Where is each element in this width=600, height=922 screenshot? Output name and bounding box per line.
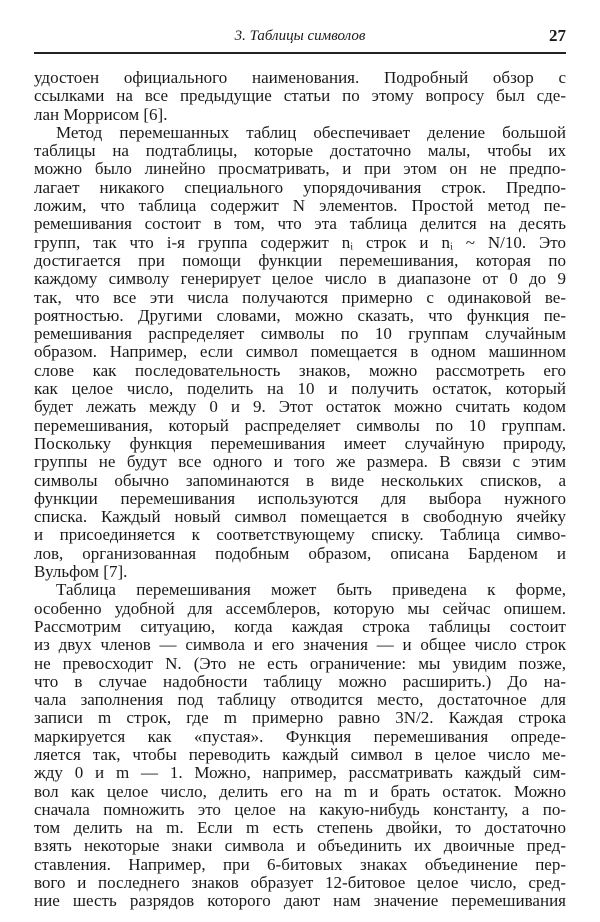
text-line: достигается при помощи функции перемешивания, которая по	[34, 250, 566, 270]
text-line: ляется так, чтобы переводить каждый символ в целое число ме-	[34, 744, 566, 764]
body-text	[34, 69, 566, 911]
text-line: ссылками на все предыдущие статьи по этому вопросу был сде-	[34, 86, 566, 106]
paragraph	[34, 124, 566, 581]
text-line: каждому символу генерирует целое число в диапазоне от 0 до 9	[34, 269, 566, 289]
text-line: групп, так что i-я группа содержит nᵢ строк и nᵢ ~ N/10. Это	[34, 232, 566, 252]
text-line: Вульфом [7].	[34, 562, 128, 582]
text-line: образом. Например, если символ помещается в одном машинном	[34, 342, 566, 362]
text-line: ремешивания распределяет символы по 10 группам случайным	[34, 324, 566, 344]
text-line: Поскольку функция перемешивания имеет случайную природу,	[34, 433, 566, 453]
text-line: Метод перемешанных таблиц обеспечивает деление большой	[56, 122, 566, 142]
text-line: особенно удобной для ассемблеров, которую мы сейчас опишем.	[34, 598, 566, 618]
paragraph	[34, 69, 566, 124]
text-line: таблицы на подтаблицы, которые достаточно малы, чтобы их	[34, 141, 566, 161]
paragraph	[34, 581, 566, 910]
header-rule	[34, 52, 566, 54]
text-line: ние шесть разрядов которого дают нам значение перемешивания	[34, 891, 566, 911]
text-line: символы обычно запоминаются в виде нескольких списков, а	[34, 470, 566, 490]
text-line: списка. Каждый новый символ помещается в свободную ячейку	[34, 507, 566, 527]
text-line: том делить на m. Если m есть степень двойки, то достаточно	[34, 818, 566, 838]
text-line: ремешивания состоит в том, что эта таблица делится на десять	[34, 214, 566, 234]
text-line: лов, организованная подобным образом, описана Барденом и	[34, 543, 566, 563]
text-line: удостоен официального наименования. Подробный обзор с	[34, 68, 566, 87]
text-line: слове как последовательность знаков, можно рассмотреть его	[34, 360, 566, 380]
text-line: записи m строк, где m примерно равно 3N/2. Каждая строка	[34, 708, 566, 728]
text-line: из двух членов — символа и его значения — и общее число строк	[34, 635, 566, 655]
text-line: как целое число, поделить на 10 и получить остаток, который	[34, 379, 566, 399]
text-line: не превосходит N. (Это не есть ограничение: мы увидим позже,	[34, 653, 566, 673]
text-line: что в случае надобности таблицу можно расширить.) До на-	[34, 671, 566, 691]
text-line: Рассмотрим ситуацию, когда каждая строка таблицы состоит	[34, 616, 566, 636]
text-line: ставления. Например, при 6-битовых знаках объединение пер-	[34, 854, 566, 874]
text-line: так, что все эти числа получаются примерно с одинаковой ве-	[34, 287, 566, 307]
text-line: вол как целое число, делить его на m и брать остаток. Можно	[34, 781, 566, 801]
text-line: сначала помножить это целое на какую-нибудь константу, а по-	[34, 799, 566, 819]
text-line: можно было линейно просматривать, и при этом он не предпо-	[34, 159, 566, 179]
text-line: взять некоторые знаки символа и объединить их двоичные пред-	[34, 836, 566, 856]
text-line: маркируется как «пустая». Функция перемешивания опреде-	[34, 726, 566, 746]
text-line: и присоединяется к соответствующему списку. Таблица симво-	[34, 525, 566, 545]
running-header	[34, 26, 566, 48]
text-line: группы не будут все одного и того же размера. В связи с этим	[34, 452, 566, 472]
text-line: чала заполнения под таблицу отводится место, достаточное для	[34, 690, 566, 710]
text-line: вого и последнего знаков образует 12-битовое целое число, сред-	[34, 873, 566, 893]
text-line: ложим, что таблица содержит N элементов. Простой метод пе-	[34, 196, 566, 216]
text-line: функции перемешивания используются для выбора нужного	[34, 488, 566, 508]
text-line: лагает никакого специального упорядочивания строк. Предпо-	[34, 177, 566, 197]
text-line: роятностью. Другими словами, можно сказать, что функция пе-	[34, 305, 566, 325]
text-line: лан Моррисом [6].	[34, 104, 168, 124]
page-number: 27	[549, 26, 566, 45]
text-line: жду 0 и m — 1. Можно, например, рассматривать каждый сим-	[34, 763, 566, 783]
text-line: перемешивания, который распределяет символы по 10 группам.	[34, 415, 566, 435]
running-title: 3. Таблицы символов	[234, 28, 366, 44]
text-line: Таблица перемешивания может быть приведена к форме,	[56, 580, 566, 600]
text-line: будет лежать между 0 и 9. Этот остаток можно считать кодом	[34, 397, 566, 417]
